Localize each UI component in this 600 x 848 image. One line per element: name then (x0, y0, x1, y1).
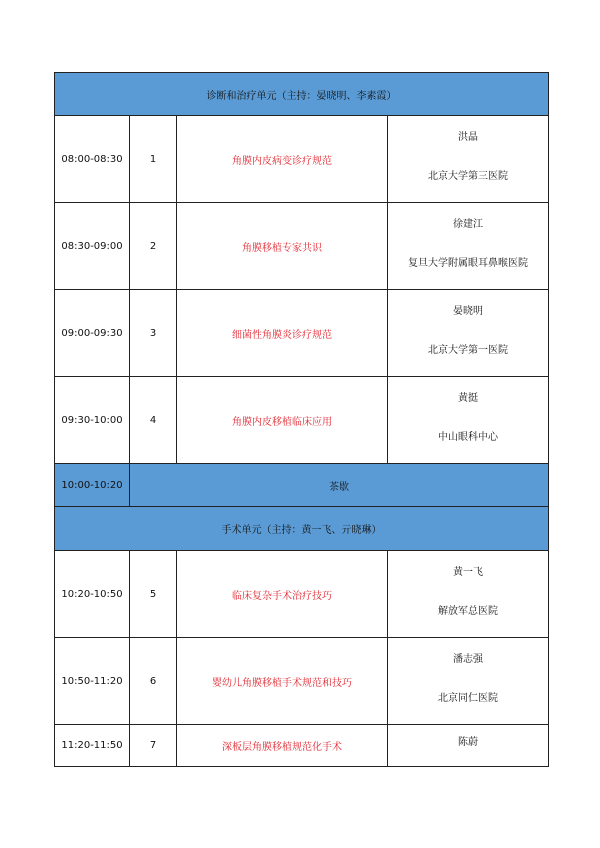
speaker-name: 黄挺 (458, 393, 478, 404)
break-label: 茶歇 (129, 464, 548, 506)
time-cell: 08:00-08:30 (61, 153, 123, 165)
number-cell: 7 (129, 725, 176, 766)
topic-cell: 临床复杂手术治疗技巧 (176, 551, 387, 637)
speaker-org: 北京大学第三医院 (428, 171, 508, 182)
table-row (54, 116, 549, 203)
table-row (54, 203, 549, 290)
time-cell: 10:20-10:50 (61, 588, 123, 600)
schedule-table (54, 72, 549, 767)
topic-cell: 婴幼儿角膜移植手术规范和技巧 (176, 638, 387, 724)
speaker-cell (387, 725, 548, 766)
time-cell: 09:00-09:30 (61, 327, 123, 339)
time-cell: 08:30-09:00 (61, 240, 123, 252)
number-cell: 1 (129, 116, 176, 202)
number-cell: 2 (129, 203, 176, 289)
speaker-org: 解放军总医院 (438, 606, 498, 617)
speaker-org: 北京大学第一医院 (428, 345, 508, 356)
speaker-cell (387, 116, 548, 202)
topic-cell: 细菌性角膜炎诊疗规范 (176, 290, 387, 376)
speaker-name: 晏晓明 (453, 306, 483, 317)
table-row (54, 290, 549, 377)
table-row (54, 551, 549, 638)
time-cell: 11:20-11:50 (61, 740, 123, 751)
section-header (54, 507, 549, 551)
time-cell: 10:50-11:20 (61, 675, 123, 687)
speaker-name: 洪晶 (458, 132, 478, 143)
speaker-org: 中山眼科中心 (438, 432, 498, 443)
speaker-name: 黄一飞 (453, 567, 483, 578)
table-row (54, 638, 549, 725)
section-title: 诊断和治疗单元（主持：晏晓明、李素霞） (206, 90, 397, 102)
topic-cell: 角膜内皮移植临床应用 (176, 377, 387, 463)
section-header (54, 72, 549, 116)
speaker-name: 潘志强 (453, 654, 483, 665)
speaker-org: 北京同仁医院 (438, 693, 498, 704)
number-cell: 3 (129, 290, 176, 376)
break-row (54, 464, 549, 507)
speaker-org: 复旦大学附属眼耳鼻喉医院 (408, 258, 528, 269)
number-cell: 4 (129, 377, 176, 463)
speaker-cell (387, 377, 548, 463)
speaker-cell (387, 203, 548, 289)
section-title: 手术单元（主持：黄一飞、亓晓琳） (221, 525, 382, 536)
time-cell: 09:30-10:00 (61, 414, 123, 426)
topic-cell: 角膜移植专家共识 (176, 203, 387, 289)
topic-cell: 角膜内皮病变诊疗规范 (176, 116, 387, 202)
number-cell: 5 (129, 551, 176, 637)
speaker-cell (387, 290, 548, 376)
number-cell: 6 (129, 638, 176, 724)
break-time: 10:00-10:20 (55, 464, 129, 506)
table-row (54, 377, 549, 464)
speaker-cell (387, 638, 548, 724)
speaker-cell (387, 551, 548, 637)
speaker-name: 陈蔚 (458, 737, 478, 748)
table-row (54, 725, 549, 767)
topic-cell: 深板层角膜移植规范化手术 (176, 725, 387, 766)
speaker-name: 徐建江 (453, 219, 483, 230)
